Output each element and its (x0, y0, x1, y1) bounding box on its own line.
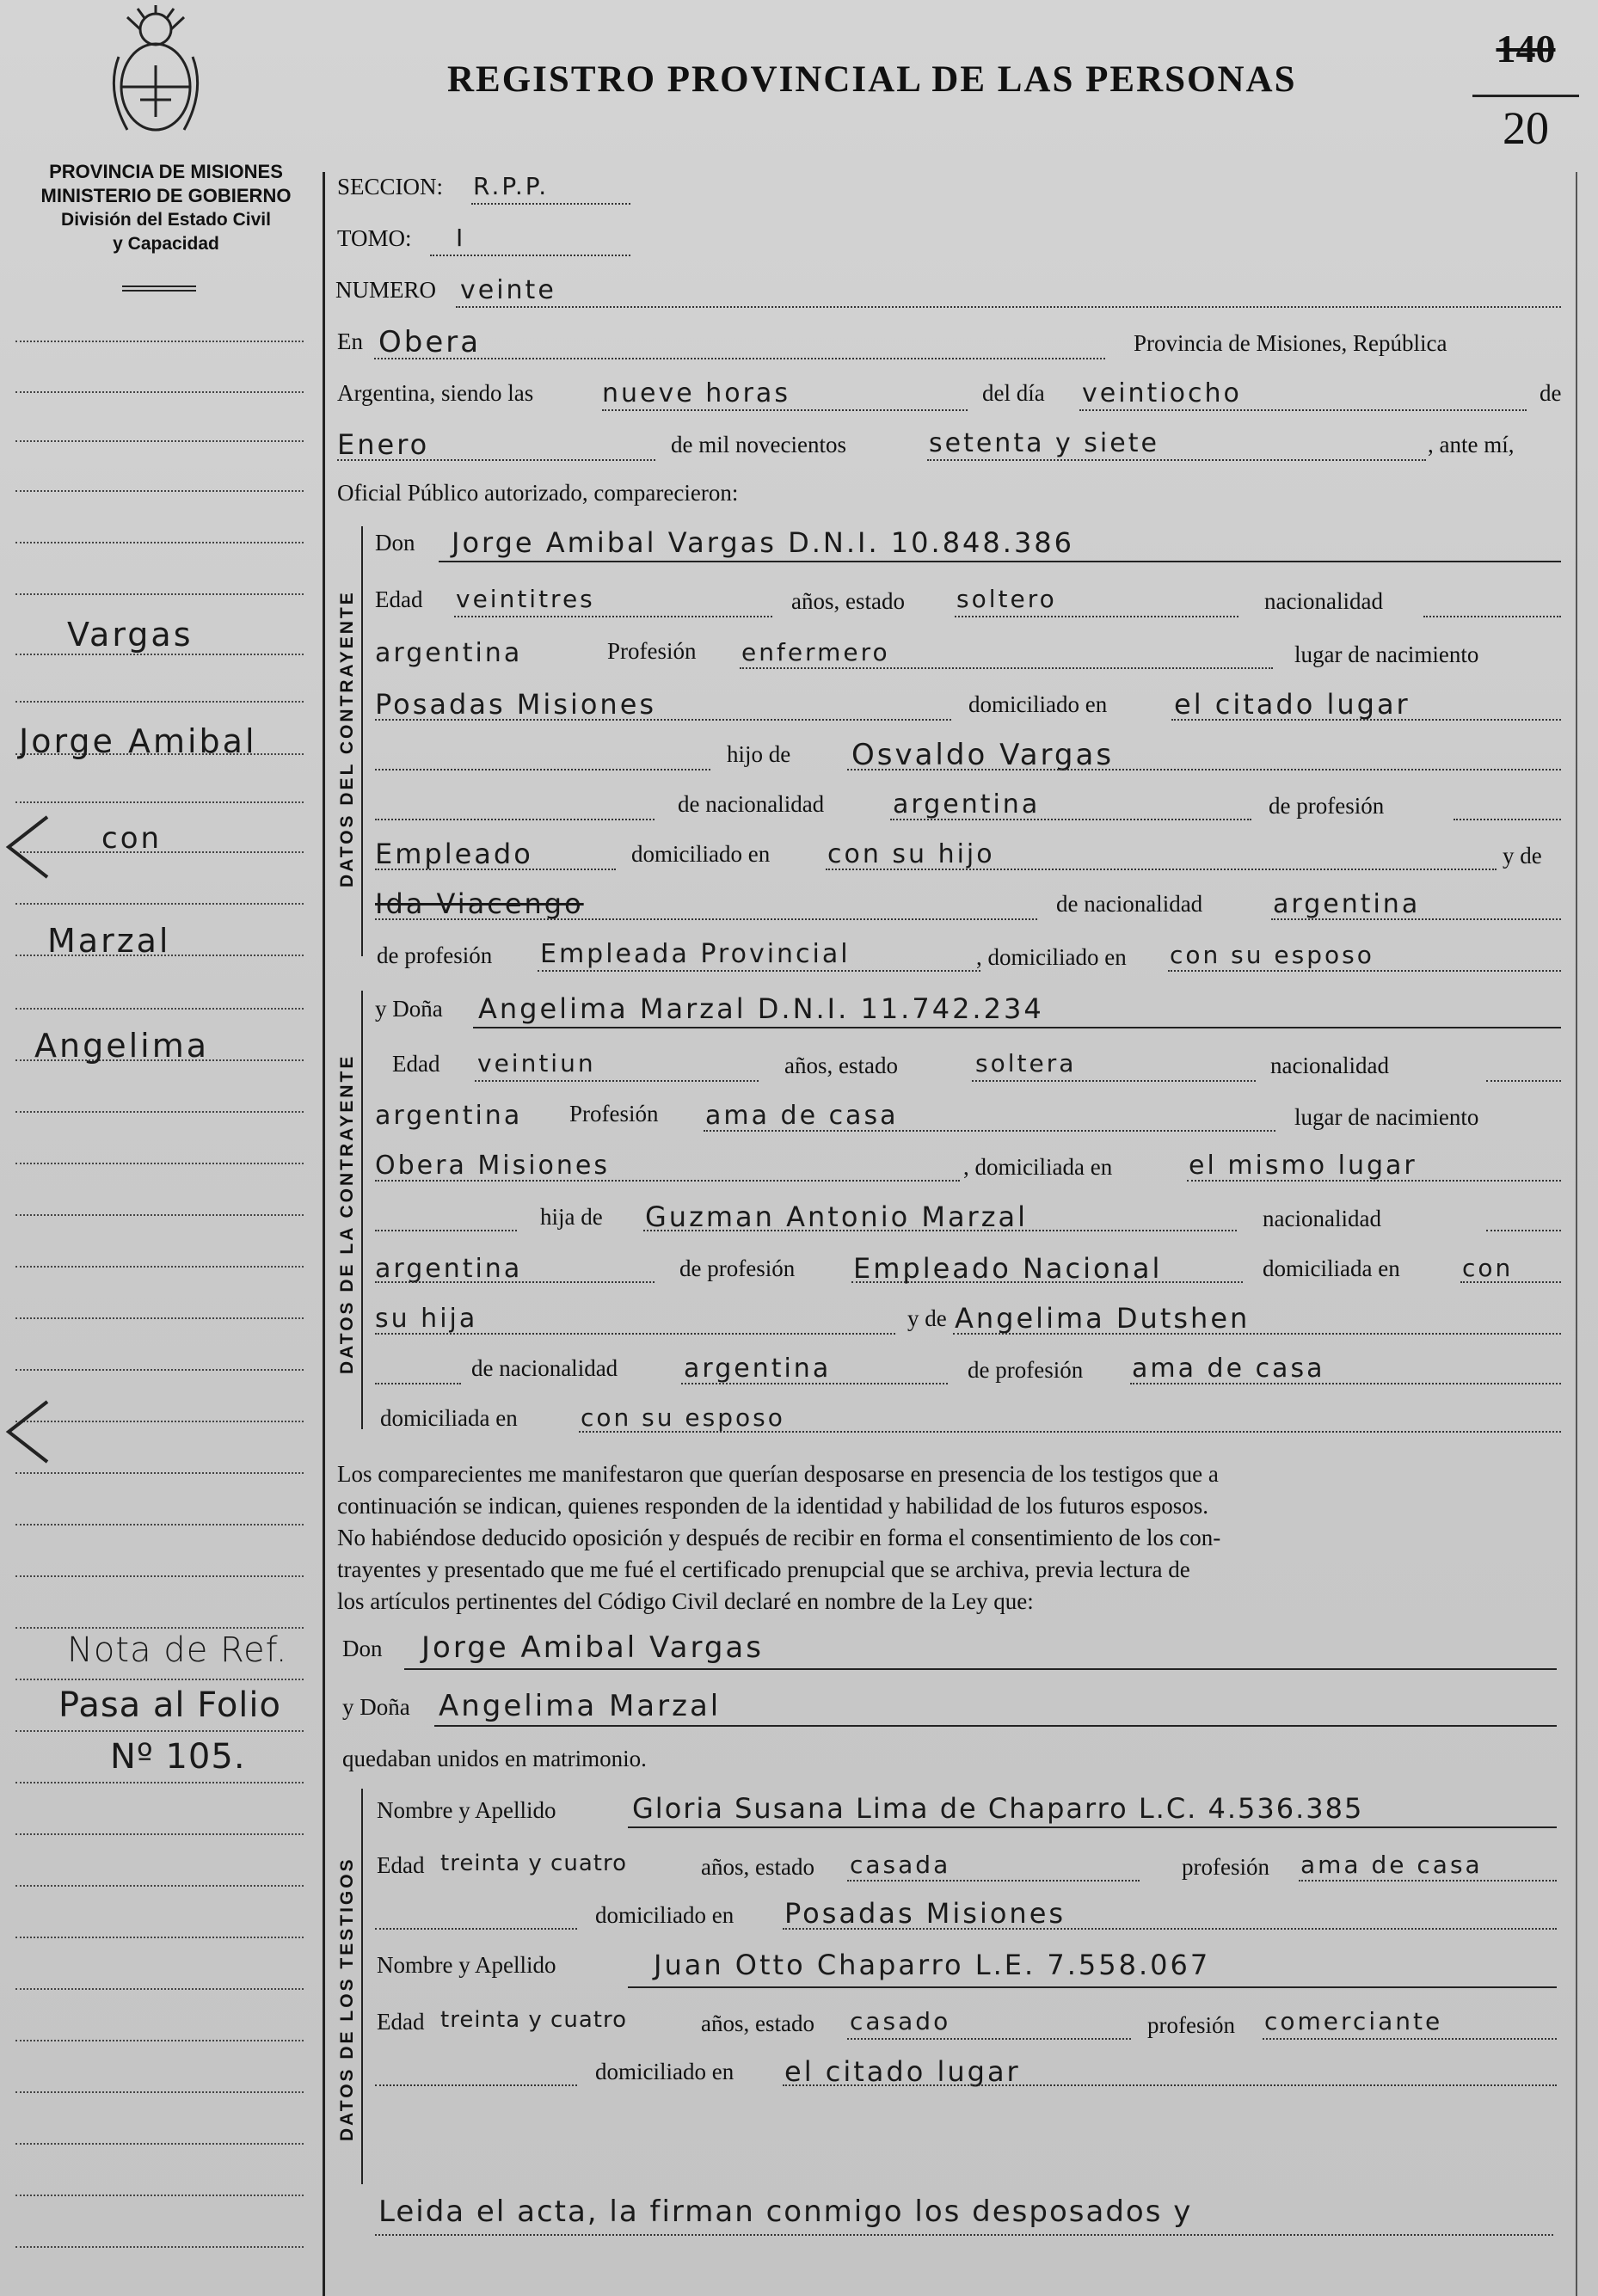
novio-nac-value: argentina (375, 638, 523, 668)
anos-estado-label-3: años, estado (701, 1854, 814, 1880)
anos-estado-label-2: años, estado (784, 1053, 898, 1078)
edad-label-3: Edad (377, 1852, 425, 1878)
paragraph-line-4: trayentes y presentado que me fué el certificado prenupcial que se archiva, previa lectura de (337, 1556, 1190, 1582)
en-label: En (337, 328, 363, 354)
padre-novia-prof-value: Empleado Nacional (853, 1252, 1163, 1285)
testigo2-prof-value: comerciante (1264, 2007, 1443, 2035)
padre-novia-nac-value: argentina (375, 1254, 523, 1284)
testigo2-nombre-value: Juan Otto Chaparro L.E. 7.558.067 (654, 1949, 1211, 1981)
margin-surname: Vargas (67, 616, 194, 654)
contrayente-bracket (361, 526, 363, 956)
paragraph-line-3: No habiéndose deducido oposición y después de recibir en forma el consentimiento de los con- (337, 1525, 1221, 1550)
de-nacionalidad-label-2: de nacionalidad (1056, 891, 1203, 917)
document-title: REGISTRO PROVINCIAL DE LAS PERSONAS (447, 59, 1297, 100)
padre-novia-dom-value-1: con (1462, 1254, 1514, 1282)
nombre-apellido-label-2: Nombre y Apellido (377, 1952, 556, 1978)
de-nacionalidad-label-3: nacionalidad (1263, 1206, 1381, 1231)
seccion-value: R.P.P. (473, 172, 550, 200)
nacionalidad-label-2: nacionalidad (1270, 1053, 1389, 1078)
testigo2-estado-value: casado (850, 2007, 951, 2035)
don-label: Don (375, 530, 415, 556)
ante-mi-label: , ante mí, (1428, 432, 1515, 457)
y-dona-label: y Doña (375, 996, 443, 1022)
header-underline (122, 290, 196, 292)
dona-final-value: Angelima Marzal (439, 1689, 722, 1723)
madre-novia-dom-value: con su esposo (581, 1403, 785, 1432)
madre-prof-value: Empleada Provincial (540, 939, 851, 969)
binding-mark-icon (0, 808, 52, 886)
testigo1-prof-value: ama de casa (1300, 1851, 1483, 1879)
dia-value: veintiocho (1082, 378, 1242, 408)
nombre-apellido-label: Nombre y Apellido (377, 1797, 556, 1823)
padre-novio-value: Osvaldo Vargas (851, 738, 1115, 772)
de-profesion-label-3: de profesión (679, 1255, 796, 1281)
horas-value: nueve horas (602, 378, 790, 408)
padre-novia-dom-value-2: su hija (375, 1304, 478, 1334)
y-dona-label-2: y Doña (342, 1694, 410, 1720)
paragraph-line-1: Los comparecientes me manifestaron que querían desposarse en presencia de los testigos que a (337, 1461, 1219, 1487)
margin-note-1: Nota de Ref. (67, 1630, 288, 1670)
folio-divider (1472, 95, 1579, 97)
testigo1-dom-value: Posadas Misiones (784, 1897, 1066, 1930)
declaration-paragraph (337, 1458, 1558, 1618)
madre-novia-prof-value: ama de casa (1132, 1354, 1325, 1384)
de-profesion-label: de profesión (1269, 793, 1385, 819)
ministry-label: MINISTERIO DE GOBIERNO (40, 185, 292, 206)
y-de-label: y de (1503, 843, 1542, 869)
hija-de-label: hija de (540, 1204, 603, 1230)
madre-nac-value: argentina (1273, 889, 1421, 919)
testigo1-edad-value: treinta y cuatro (440, 1851, 627, 1876)
profesion-label-3: profesión (1182, 1854, 1269, 1880)
domiciliada-label: , domiciliada en (963, 1154, 1113, 1180)
padre-nac-value: argentina (893, 789, 1041, 820)
madre-novio-value: Ida Viacengo (375, 887, 584, 920)
padre-dom-label: domiciliado en (631, 841, 771, 867)
folio-number: 20 (1503, 102, 1549, 154)
padre-novia-value: Guzman Antonio Marzal (645, 1200, 1028, 1233)
domiciliado-label-4: domiciliado en (595, 2059, 734, 2084)
paragraph-line-5: los artículos pertinentes del Código Civil declaré en nombre de la Ley que: (337, 1588, 1034, 1614)
domiciliada-label-3: domiciliada en (380, 1405, 518, 1431)
madre-novia-value: Angelima Dutshen (955, 1302, 1251, 1335)
novia-nac-value: argentina (375, 1101, 523, 1131)
contrayente-f-bracket (361, 991, 363, 1429)
novia-dom-value: el mismo lugar (1189, 1151, 1417, 1181)
margin-given-names: Jorge Amibal (19, 722, 257, 760)
profesion-label: Profesión (607, 638, 697, 664)
novia-lugar-value: Obera Misiones (375, 1151, 611, 1181)
anos-estado-label: años, estado (791, 588, 905, 614)
en-value: Obera (378, 325, 482, 359)
mes-value: Enero (337, 428, 430, 461)
main-vertical-rule (323, 172, 325, 2296)
novia-estado-value: soltera (975, 1049, 1077, 1077)
don-label-2: Don (342, 1636, 383, 1661)
institution-header (24, 160, 308, 256)
tomo-value: I (456, 224, 466, 252)
profesion-label-4: profesión (1147, 2012, 1235, 2038)
novia-prof-value: ama de casa (705, 1101, 899, 1131)
seccion-label: SECCION: (337, 174, 444, 200)
domiciliado-label: domiciliado en (968, 691, 1108, 717)
testigos-bracket (361, 1789, 363, 2184)
madre-dom-value: con su esposo (1170, 941, 1374, 969)
novio-edad-value: veintitres (456, 585, 595, 613)
lugar-nac-label: lugar de nacimiento (1294, 642, 1479, 667)
de-nacionalidad-label-4: de nacionalidad (471, 1355, 618, 1381)
numero-value: veinte (460, 275, 556, 305)
coat-of-arms-seal (101, 5, 210, 143)
del-dia-label: del día (982, 380, 1045, 406)
y-de-label-2: y de (907, 1305, 947, 1331)
novio-lugar-value: Posadas Misiones (375, 688, 657, 721)
quedaban-label: quedaban unidos en matrimonio. (342, 1746, 647, 1771)
margin-con: con (101, 821, 163, 856)
anio-value: setenta y siete (929, 428, 1159, 458)
binding-mark-icon (0, 1393, 52, 1470)
margin-given-name-2: Angelima (34, 1027, 209, 1065)
novio-dom-value: el citado lugar (1174, 688, 1411, 721)
anos-estado-label-4: años, estado (701, 2011, 814, 2036)
madre-novia-nac-value: argentina (684, 1354, 832, 1384)
novio-prof-value: enfermero (741, 638, 890, 666)
margin-surname-2: Marzal (47, 922, 171, 960)
edad-label: Edad (375, 586, 423, 612)
header-underline (122, 285, 196, 287)
padre-prof-value: Empleado (375, 838, 533, 870)
padre-dom-value: con su hijo (827, 839, 995, 869)
nacionalidad-label: nacionalidad (1264, 588, 1383, 614)
division-label-2: y Capacidad (113, 234, 219, 254)
edad-label-2: Edad (392, 1051, 440, 1077)
numero-label: NUMERO (335, 277, 437, 303)
testigo2-dom-value: el citado lugar (784, 2055, 1021, 2088)
hijo-de-label: hijo de (727, 741, 791, 767)
novia-edad-value: veintiun (477, 1049, 596, 1077)
testigo1-nombre-value: Gloria Susana Lima de Chaparro L.C. 4.536.385 (632, 1792, 1364, 1825)
don-final-value: Jorge Amibal Vargas (421, 1630, 764, 1665)
padre-novia-dom-label: domiciliada en (1263, 1255, 1400, 1281)
margin-note-2: Pasa al Folio (58, 1685, 281, 1725)
folio-number-struck: 140 (1496, 27, 1556, 71)
datos-contrayente-label: DATOS DEL CONTRAYENTE (337, 590, 357, 887)
testigo2-edad-value: treinta y cuatro (440, 2007, 627, 2033)
margin-note-3: Nº 105. (110, 1737, 246, 1777)
province-label: PROVINCIA DE MISIONES (49, 161, 283, 182)
madre-dom-label: , domiciliado en (976, 944, 1127, 970)
tomo-label: TOMO: (337, 225, 412, 251)
datos-testigos-label: DATOS DE LOS TESTIGOS (337, 1857, 357, 2141)
de-label: de (1540, 380, 1562, 406)
division-label: División del Estado Civil (61, 210, 271, 230)
right-border-rule (1576, 172, 1577, 2296)
closing-text: Leida el acta, la firman conmigo los desposados y (378, 2195, 1193, 2229)
novio-nombre-value: Jorge Amibal Vargas D.N.I. 10.848.386 (452, 526, 1075, 559)
provincia-label: Provincia de Misiones, República (1134, 330, 1447, 356)
de-profesion-label-2: de profesión (377, 942, 493, 968)
edad-label-4: Edad (377, 2009, 425, 2035)
oficial-label: Oficial Público autorizado, comparecieron: (337, 480, 739, 506)
argentina-label: Argentina, siendo las (337, 380, 534, 406)
novia-nombre-value: Angelima Marzal D.N.I. 11.742.234 (478, 992, 1044, 1025)
lugar-nac-label-2: lugar de nacimiento (1294, 1104, 1479, 1130)
datos-la-contrayente-label: DATOS DE LA CONTRAYENTE (337, 1053, 357, 1374)
paragraph-line-2: continuación se indican, quienes responden de la identidad y habilidad de los futuros esposos. (337, 1493, 1209, 1519)
de-nacionalidad-label: de nacionalidad (678, 791, 825, 817)
de-mil-label: de mil novecientos (671, 432, 846, 457)
de-profesion-label-4: de profesión (968, 1357, 1084, 1383)
testigo1-estado-value: casada (850, 1851, 951, 1879)
novio-estado-value: soltero (956, 585, 1057, 613)
profesion-label-2: Profesión (569, 1101, 659, 1127)
domiciliado-label-3: domiciliado en (595, 1902, 734, 1928)
